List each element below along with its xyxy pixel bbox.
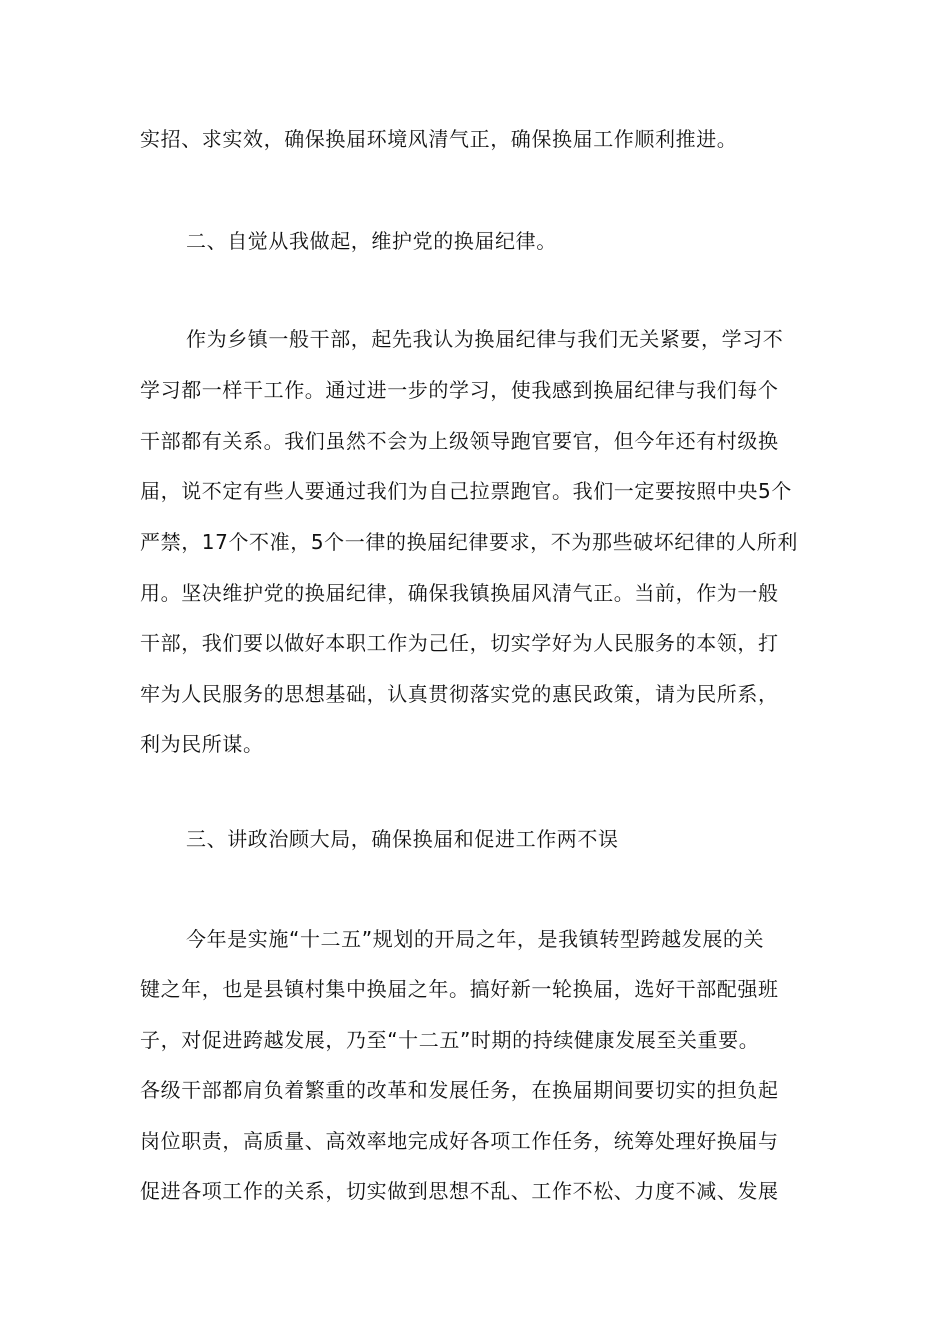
paragraph-line: 作为乡镇一般干部，起先我认为换届纪律与我们无关紧要，学习不 bbox=[186, 327, 784, 351]
paragraph-line: 今年是实施“十二五”规划的开局之年，是我镇转型跨越发展的关 bbox=[186, 927, 765, 951]
paragraph-line: 岗位职责，高质量、高效率地完成好各项工作任务，统筹处理好换届与 bbox=[140, 1129, 779, 1153]
paragraph-line: 牢为人民服务的思想基础，认真贯彻落实党的惠民政策，请为民所系， bbox=[140, 682, 779, 706]
paragraph-line: 键之年，也是县镇村集中换届之年。搞好新一轮换届，选好干部配强班 bbox=[140, 977, 779, 1001]
section-heading-2: 二、自觉从我做起，维护党的换届纪律。 bbox=[186, 229, 557, 253]
paragraph-line: 严禁，17个不准，5个一律的换届纪律要求，不为那些破坏纪律的人所利 bbox=[140, 530, 798, 554]
paragraph-line: 促进各项工作的关系，切实做到思想不乱、工作不松、力度不减、发展 bbox=[140, 1179, 779, 1203]
paragraph-continuation-line: 实招、求实效，确保换届环境风清气正，确保换届工作顺利推进。 bbox=[140, 127, 738, 151]
paragraph-line: 各级干部都肩负着繁重的改革和发展任务，在换届期间要切实的担负起 bbox=[140, 1078, 779, 1102]
paragraph-line: 利为民所谋。 bbox=[140, 732, 264, 756]
paragraph-line: 干部都有关系。我们虽然不会为上级领导跑官要官，但今年还有村级换 bbox=[140, 429, 779, 453]
paragraph-line: 子，对促进跨越发展，乃至“十二五”时期的持续健康发展至关重要。 bbox=[140, 1028, 760, 1052]
paragraph-line: 届，说不定有些人要通过我们为自己拉票跑官。我们一定要按照中央5个 bbox=[140, 479, 792, 503]
paragraph-line: 学习都一样干工作。通过进一步的学习，使我感到换届纪律与我们每个 bbox=[140, 378, 779, 402]
paragraph-line: 干部，我们要以做好本职工作为己任，切实学好为人民服务的本领，打 bbox=[140, 631, 779, 655]
paragraph-line: 用。坚决维护党的换届纪律，确保我镇换届风清气正。当前，作为一般 bbox=[140, 581, 779, 605]
section-heading-3: 三、讲政治顾大局，确保换届和促进工作两不误 bbox=[186, 827, 619, 851]
